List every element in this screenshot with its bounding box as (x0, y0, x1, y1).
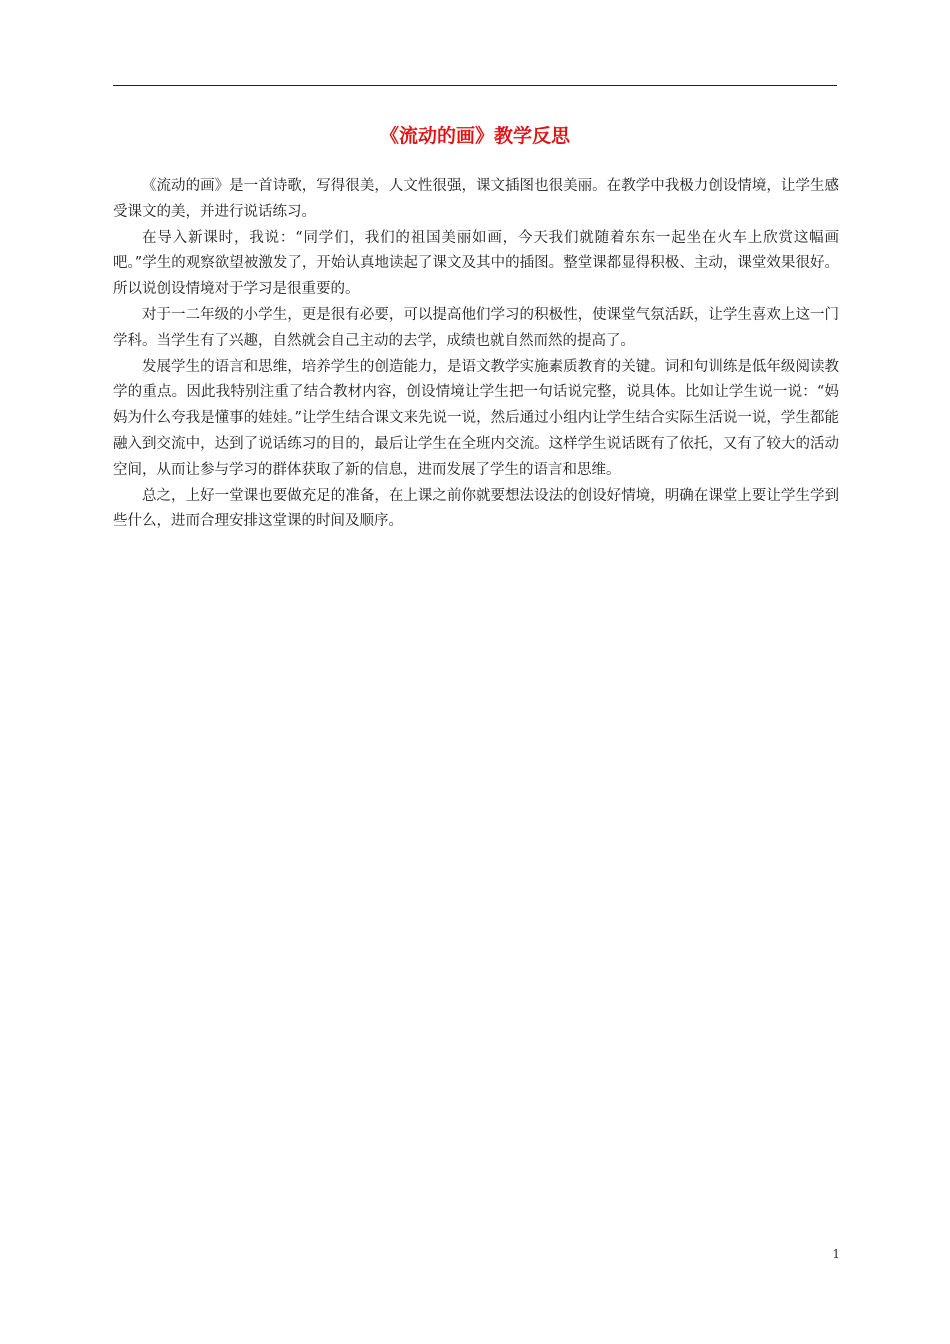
paragraph-1: 《流动的画》是一首诗歌，写得很美，人文性很强，课文插图也很美丽。在教学中我极力创设情境，让学生感受课文的美，并进行说话练习。 (113, 178, 839, 220)
header-rule (113, 85, 837, 86)
page-number: 1 (832, 1247, 840, 1261)
paragraph-4: 发展学生的语言和思维，培养学生的创造能力，是语文教学实施素质教育的关键。词和句训练是低年级阅读教学的重点。因此我特别注重了结合教材内容，创设情境让学生把一句话说完整，说具体。比如让学生说一说：“妈妈为什么夸我是懂事的娃娃。”让学生结合课文来先说一说，然后通过小组内让学生结合实际生活说一说，学生都能融入到交流中，达到了说话练习的目的，最后让学生在全班内交流。这样学生说话既有了依托，又有了较大的活动空间，从而让参与学习的群体获取了新的信息，进而发展了学生的语言和思维。 (113, 358, 839, 478)
paragraph-2: 在导入新课时，我说：“同学们，我们的祖国美丽如画，今天我们就随着东东一起坐在火车上欣赏这幅画吧。”学生的观察欲望被激发了，开始认真地读起了课文及其中的插图。整堂课都显得积极、主动，课堂效果很好。所以说创设情境对于学习是很重要的。 (113, 229, 839, 298)
document-body (113, 174, 839, 535)
paragraph-5: 总之，上好一堂课也要做充足的准备，在上课之前你就要想法设法的创设好情境，明确在课堂上要让学生学到些什么，进而合理安排这堂课的时间及顺序。 (113, 487, 839, 530)
document-title: 《流动的画》教学反思 (379, 125, 570, 147)
paragraph-3: 对于一二年级的小学生，更是很有必要，可以提高他们学习的积极性，使课堂气氛活跃，让学生喜欢上这一门学科。当学生有了兴趣，自然就会自己主动的去学，成绩也就自然而然的提高了。 (113, 306, 839, 349)
